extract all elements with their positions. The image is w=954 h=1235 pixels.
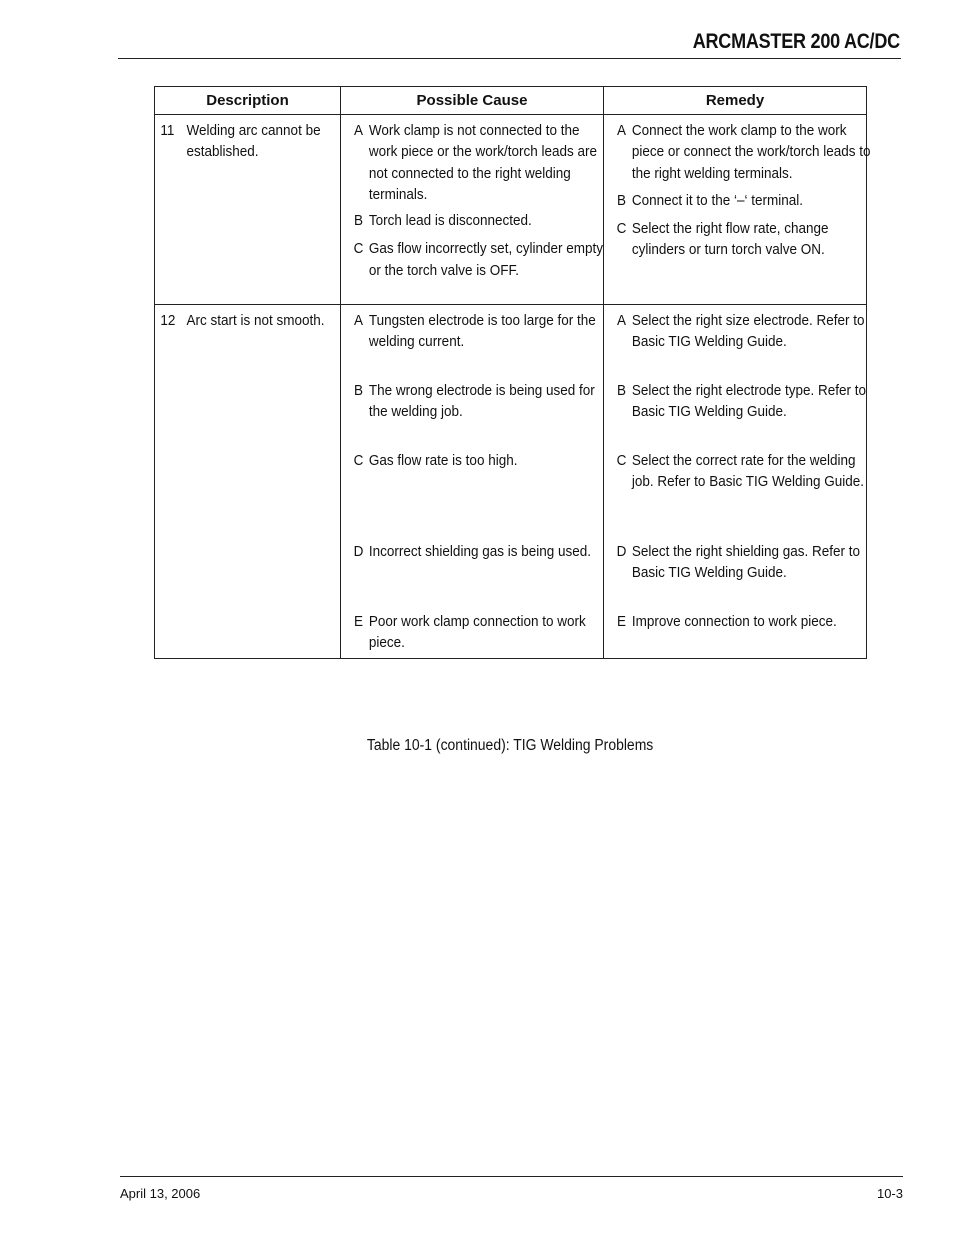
cause-text: The wrong electrode is being used for the welding job. bbox=[368, 382, 595, 421]
cause-item bbox=[348, 450, 610, 541]
table-row bbox=[155, 115, 867, 305]
remedy-item bbox=[611, 611, 873, 632]
remedy-item bbox=[611, 190, 873, 211]
remedy-letter: A bbox=[617, 312, 627, 329]
remedy-letter: A bbox=[617, 122, 627, 139]
remedy-item bbox=[611, 310, 873, 380]
column-header-description: Description bbox=[155, 87, 341, 115]
remedy-letter: B bbox=[617, 191, 627, 209]
cause-item bbox=[348, 541, 610, 611]
row-number: 11 bbox=[160, 122, 175, 139]
description-cell bbox=[155, 305, 341, 659]
remedy-text: Connect it to the ‘–‘ terminal. bbox=[631, 191, 803, 209]
remedy-text: Select the correct rate for the welding job. Refer to Basic TIG Welding Guide. bbox=[631, 452, 865, 491]
cause-text: Tungsten electrode is too large for the welding current. bbox=[368, 312, 596, 351]
footer-page-number: 10-3 bbox=[876, 1186, 903, 1201]
footer-date: April 13, 2006 bbox=[120, 1186, 201, 1201]
remedy-text: Select the right electrode type. Refer to Basic TIG Welding Guide. bbox=[631, 382, 867, 421]
remedy-letter: E bbox=[617, 613, 627, 630]
cause-letter: D bbox=[353, 543, 364, 560]
document-header-title: ARCMASTER 200 AC/DC bbox=[692, 30, 900, 53]
cause-item bbox=[348, 611, 610, 654]
cause-text: Torch lead is disconnected. bbox=[368, 212, 532, 230]
remedy-text: Select the right shielding gas. Refer to Basic TIG Welding Guide. bbox=[631, 543, 861, 582]
cause-letter: C bbox=[353, 240, 364, 258]
cause-letter: E bbox=[354, 613, 364, 630]
cause-text: Gas flow rate is too high. bbox=[368, 452, 518, 469]
cause-text: Gas flow incorrectly set, cylinder empty or the torch valve is OFF. bbox=[368, 240, 603, 279]
remedy-cell bbox=[604, 305, 867, 659]
remedy-letter: B bbox=[617, 382, 627, 399]
header-rule bbox=[118, 58, 901, 59]
cause-letter: B bbox=[354, 212, 364, 230]
cause-letter: A bbox=[354, 122, 364, 139]
cause-item bbox=[348, 210, 610, 231]
problem-description: Welding arc cannot be established. bbox=[186, 122, 321, 161]
table-header-row bbox=[155, 87, 867, 115]
cause-item bbox=[348, 380, 610, 450]
remedy-text: Select the right flow rate, change cylinders or turn torch valve ON. bbox=[631, 220, 829, 259]
cause-cell bbox=[341, 305, 604, 659]
remedy-item bbox=[611, 380, 873, 450]
description-cell bbox=[155, 115, 341, 305]
cause-letter: B bbox=[354, 382, 364, 399]
column-header-remedy: Remedy bbox=[604, 87, 867, 115]
cause-cell bbox=[341, 115, 604, 305]
remedy-letter: D bbox=[616, 543, 627, 560]
cause-text: Work clamp is not connected to the work piece or the work/torch leads are not connected to the right welding terminals. bbox=[368, 122, 598, 203]
footer-rule bbox=[120, 1176, 903, 1177]
remedy-text: Connect the work clamp to the work piece or connect the work/torch leads to the right welding terminals. bbox=[631, 122, 871, 182]
remedy-letter: C bbox=[616, 220, 627, 238]
remedy-item bbox=[611, 218, 873, 261]
cause-item bbox=[348, 238, 610, 281]
table-caption: Table 10-1 (continued): TIG Welding Problems bbox=[366, 737, 654, 754]
remedy-letter: C bbox=[616, 452, 627, 469]
remedy-item bbox=[611, 120, 873, 184]
table-row bbox=[155, 305, 867, 659]
remedy-text: Select the right size electrode. Refer to Basic TIG Welding Guide. bbox=[631, 312, 865, 351]
cause-item bbox=[348, 310, 610, 380]
column-header-possible-cause: Possible Cause bbox=[341, 87, 604, 115]
remedy-cell bbox=[604, 115, 871, 305]
cause-text: Incorrect shielding gas is being used. bbox=[368, 543, 592, 560]
remedy-item bbox=[611, 541, 873, 611]
remedy-item bbox=[611, 450, 873, 541]
cause-letter: C bbox=[353, 452, 364, 469]
cause-item bbox=[348, 120, 610, 205]
cause-letter: A bbox=[354, 312, 364, 329]
remedy-text: Improve connection to work piece. bbox=[631, 613, 837, 630]
cause-text: Poor work clamp connection to work piece. bbox=[368, 613, 586, 652]
problem-description: Arc start is not smooth. bbox=[186, 312, 325, 329]
row-number: 12 bbox=[160, 312, 176, 329]
troubleshooting-table bbox=[154, 86, 871, 659]
